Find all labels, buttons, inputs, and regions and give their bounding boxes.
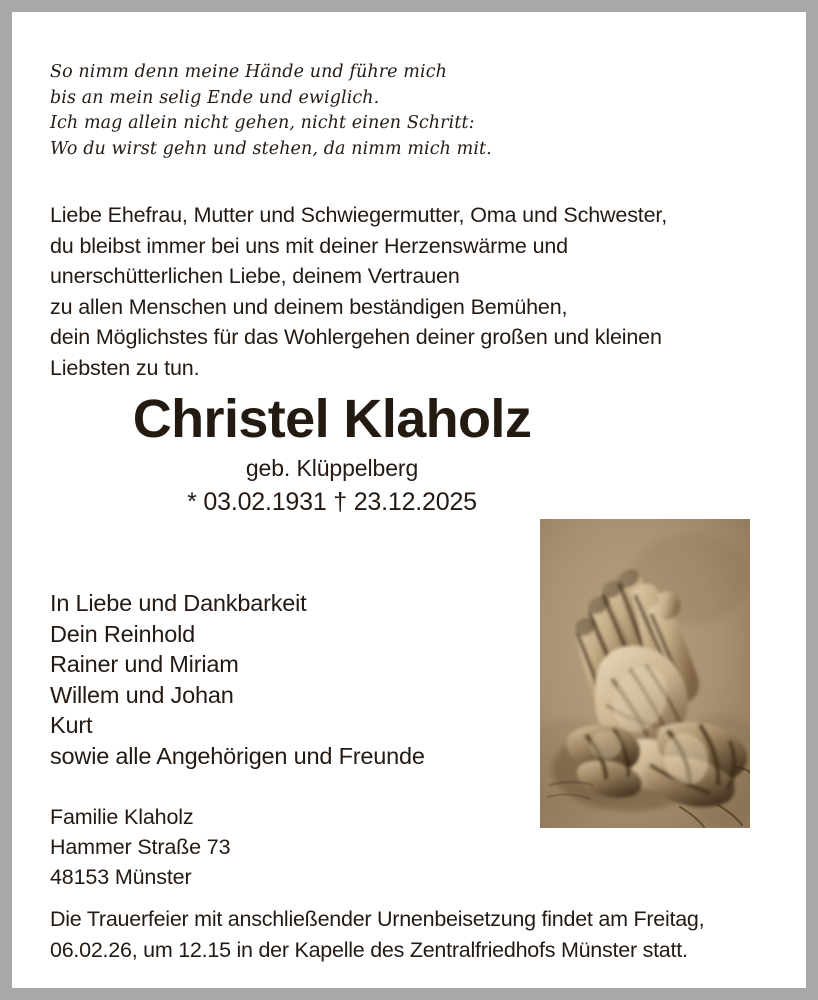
poem-line: So nimm denn meine Hände und führe mich	[50, 62, 447, 82]
funeral-service-notice	[50, 904, 770, 966]
mourners-line: Kurt	[50, 712, 93, 738]
maiden-name: geb. Klüppelberg	[245, 455, 419, 481]
deceased-name-block	[12, 388, 652, 518]
obituary-sheet	[12, 12, 806, 988]
mourners-line: In Liebe und Dankbarkeit	[50, 590, 307, 616]
tribute-line: unerschütterlichen Liebe, deinem Vertrauen	[50, 264, 460, 288]
tribute-line: Liebe Ehefrau, Mutter und Schwiegermutter, Oma und Schwester,	[50, 203, 668, 227]
memorial-poem	[50, 60, 610, 162]
poem-line: bis an mein selig Ende und ewiglich.	[50, 87, 380, 108]
praying-hands-image	[540, 519, 750, 828]
praying-hands-icon	[540, 519, 750, 828]
poem-line: Ich mag allein nicht gehen, nicht einen Schritt:	[50, 113, 475, 133]
mourners-line: sowie alle Angehörigen und Freunde	[50, 742, 425, 769]
tribute-text	[50, 200, 750, 383]
address-line: Hammer Straße 73	[50, 835, 231, 859]
tribute-line: du bleibst immer bei uns mit deiner Herzenswärme und	[50, 233, 568, 258]
tribute-line: Liebsten zu tun.	[50, 355, 200, 380]
address-line: 48153 Münster	[50, 865, 192, 889]
poem-line: Wo du wirst gehn und stehen, da nimm mich mit.	[50, 138, 492, 159]
mourners-line: Dein Reinhold	[50, 620, 196, 647]
service-line: 06.02.26, um 12.15 in der Kapelle des Zentralfriedhofs Münster statt.	[50, 938, 688, 962]
mourners-list	[50, 588, 530, 771]
tribute-line: dein Möglichstes für das Wohlergehen deiner großen und kleinen	[50, 325, 662, 349]
tribute-line: zu allen Menschen und deinem beständigen Bemühen,	[50, 294, 568, 319]
deceased-name: Christel Klaholz	[132, 389, 532, 449]
address-line: Familie Klaholz	[50, 805, 194, 829]
mourners-line: Willem und Johan	[50, 681, 234, 708]
life-dates: * 03.02.1931 † 23.12.2025	[187, 488, 477, 516]
service-line: Die Trauerfeier mit anschließender Urnenbeisetzung findet am Freitag,	[50, 907, 705, 931]
family-address	[50, 802, 470, 892]
mourners-line: Rainer und Miriam	[50, 651, 239, 677]
